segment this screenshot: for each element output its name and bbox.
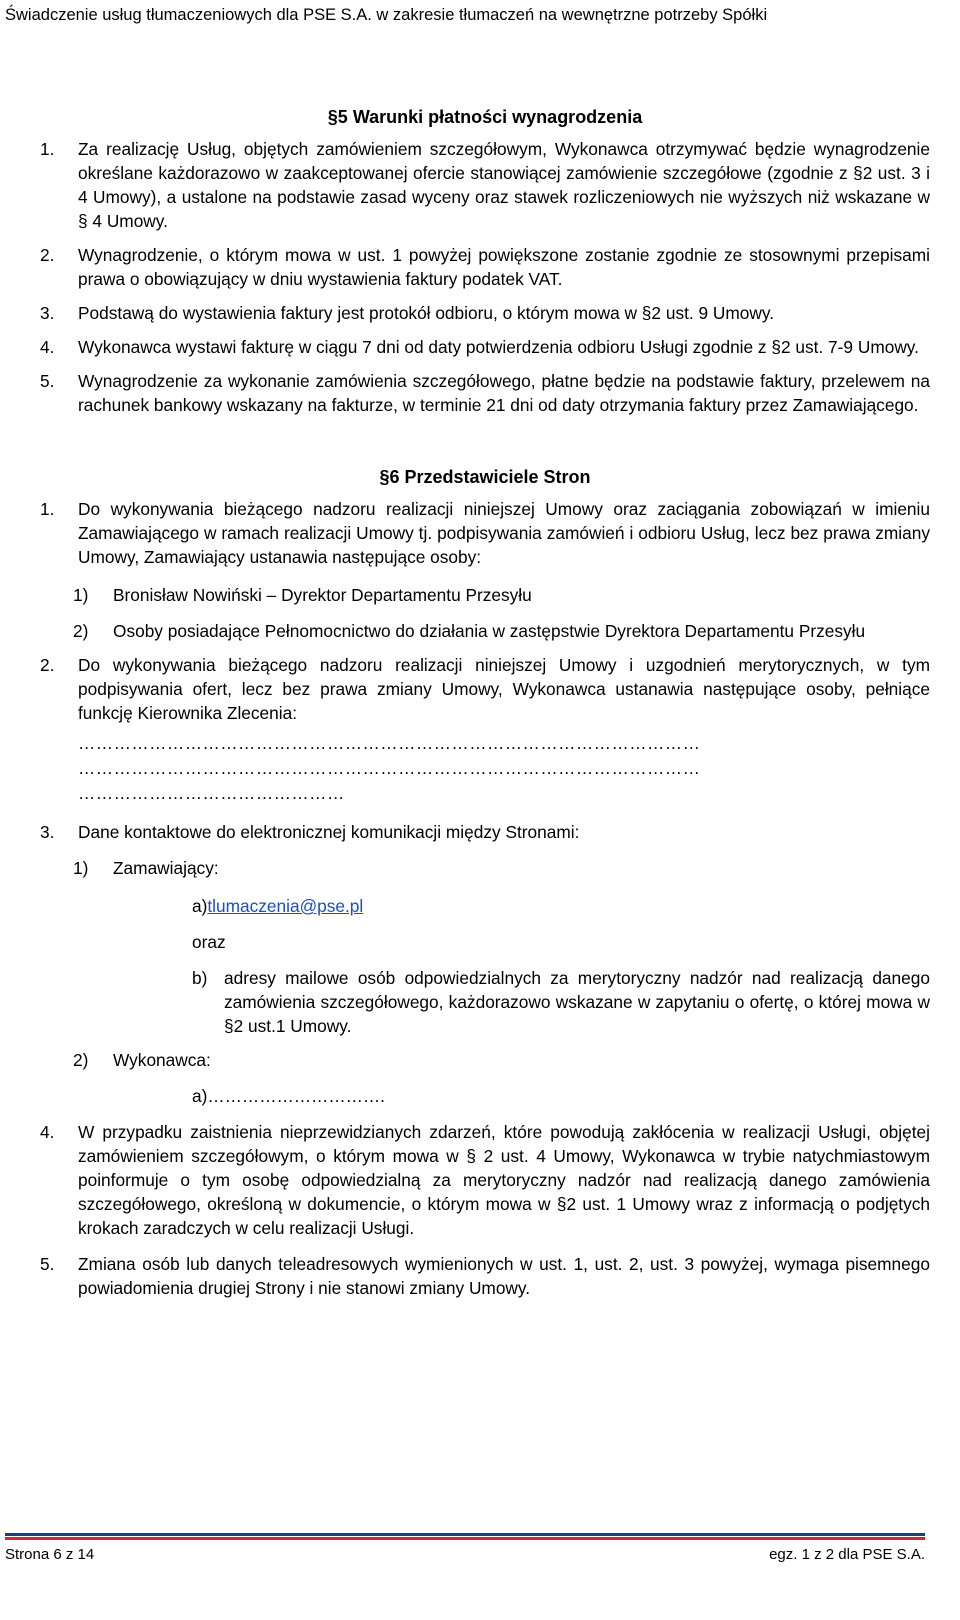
list-item [40,1252,930,1300]
sub-item-number: 1) [73,585,89,605]
sub-item-label: Wykonawca: [113,1050,211,1070]
document-body [40,105,930,1310]
sub-item-label: Zamawiający: [113,858,219,878]
item-number: 1. [40,139,55,159]
item-number: 3. [40,822,55,842]
section-6-title: §6 Przedstawiciele Stron [379,467,591,487]
dots-line: ……………………………………… [78,783,345,803]
section-5-title: §5 Warunki płatności wynagrodzenia [327,107,643,127]
dots-line: …………………………………………………………………………………………… [78,733,701,753]
list-item [40,137,930,233]
item-text: Do wykonywania bieżącego nadzoru realizacji niniejszej Umowy i uzgodnień merytorycznych, w tym podpisywania ofert, lecz bez prawa zmiany Umowy, Wykonawca ustanawia następujące osoby, pełniące funkcję Kierownika Zlecenia: [78,655,930,723]
sub-item [73,1048,930,1072]
list-item [40,335,930,359]
sub-item [73,856,930,880]
contact-prefix: b) [192,968,208,988]
contact-text: adresy mailowe osób odpowiedzialnych za merytoryczny nadzór nad realizacją danego zamówienia szczegółowego, każdorazowo wskazane w zapytaniu o ofertę, o której mowa w §2 ust.1 Umowy. [224,968,930,1036]
sub-item-number: 2) [73,1050,89,1070]
sub-item-text: Osoby posiadające Pełnomocnictwo do działania w zastępstwie Dyrektora Departamentu Przesyłu [113,621,866,641]
item-number: 3. [40,303,55,323]
sub-item-text: Bronisław Nowiński – Dyrektor Departamentu Przesyłu [113,585,532,605]
footer-divider-blue [5,1533,925,1536]
item-text: Wynagrodzenie za wykonanie zamówienia szczegółowego, płatne będzie na podstawie faktury, przelewem na rachunek bankowy wskazany na fakturze, w terminie 21 dni od daty otrzymania faktury przez Zamawiającego. [78,371,930,415]
list-item [40,820,930,844]
list-item [40,653,930,725]
item-number: 1. [40,499,55,519]
sub-item-number: 2) [73,621,89,641]
contact-oraz: oraz [192,932,226,952]
item-text: Dane kontaktowe do elektronicznej komunikacji między Stronami: [78,822,580,842]
sub-item [73,619,930,643]
placeholder-dots [78,731,930,806]
item-text: Zmiana osób lub danych teleadresowych wymienionych w ust. 1, ust. 2, ust. 3 powyżej, wymaga pisemnego powiadomienia drugiej Strony i nie stanowi zmiany Umowy. [78,1254,930,1298]
item-number: 4. [40,337,55,357]
section-5-list [40,137,930,417]
list-item [40,369,930,417]
document-header: Świadczenie usług tłumaczeniowych dla PSE S.A. w zakresie tłumaczeń na wewnętrzne potrzeby Spółki [5,6,768,24]
footer-divider-red [5,1537,925,1540]
dots-line: …………………………………………………………………………………………… [78,758,701,778]
list-item [40,1120,930,1240]
item-number: 5. [40,1254,55,1274]
list-item [40,243,930,291]
email-link[interactable]: tlumaczenia@pse.pl [207,896,364,916]
contact-line-a2: a)…………………………. [192,1086,385,1106]
page-number: Strona 6 z 14 [5,1546,95,1563]
item-text: Podstawą do wystawienia faktury jest protokół odbioru, o którym mowa w §2 ust. 9 Umowy. [78,303,775,323]
sub-item-number: 1) [73,858,89,878]
item-text: W przypadku zaistnienia nieprzewidzianych zdarzeń, które powodują zakłócenia w realizacji Usługi, objętej zamówieniem szczegółowym, o którym mowa w § 2 ust. 4 Umowy, Wykonawca w trybie natychmiastowym poinformuje o tym osobę odpowiedzialną za merytoryczny nadzór nad realizacją danego zamówienia szczegółowego, określoną w dokumencie, o którym mowa w §2 ust. 1 Umowy wraz z informacją o podjętych krokach zaradczych w celu realizacji Usługi. [78,1122,930,1238]
item-number: 2. [40,655,55,675]
item-text: Wykonawca wystawi fakturę w ciągu 7 dni od daty potwierdzenia odbioru Usługi zgodnie z §2 ust. 7-9 Umowy. [78,337,919,357]
item-text: Wynagrodzenie, o którym mowa w ust. 1 powyżej powiększone zostanie zgodnie ze stosownymi przepisami prawa o obowiązujący w dniu wystawienia faktury podatek VAT. [78,245,930,289]
list-item [40,301,930,325]
item-text: Za realizację Usług, objętych zamówieniem szczegółowym, Wykonawca otrzymywać będzie wynagrodzenie określane każdorazowo w zaakceptowanej ofercie stanowiącej zamówienie szczegółowe (zgodnie z §2 ust. 3 i 4 Umowy), a ustalone na podstawie zasad wyceny oraz stawek rozliczeniowych nie wyższych niż wskazane w § 4 Umowy. [78,139,930,231]
copy-label: egz. 1 z 2 dla PSE S.A. [769,1546,925,1563]
contact-line-b [192,966,930,1038]
contact-prefix: a) [192,896,208,916]
contact-line-a [192,894,930,918]
item-number: 2. [40,245,55,265]
item-number: 5. [40,371,55,391]
item-text: Do wykonywania bieżącego nadzoru realizacji niniejszej Umowy oraz zaciągania zobowiązań w imieniu Zamawiającego w ramach realizacji Umowy tj. podpisywania zamówień i odbioru Usług, lecz bez prawa zmiany Umowy, Zamawiający ustanawia następujące osoby: [78,499,930,567]
list-item [40,497,930,569]
item-number: 4. [40,1122,55,1142]
sub-item [73,583,930,607]
